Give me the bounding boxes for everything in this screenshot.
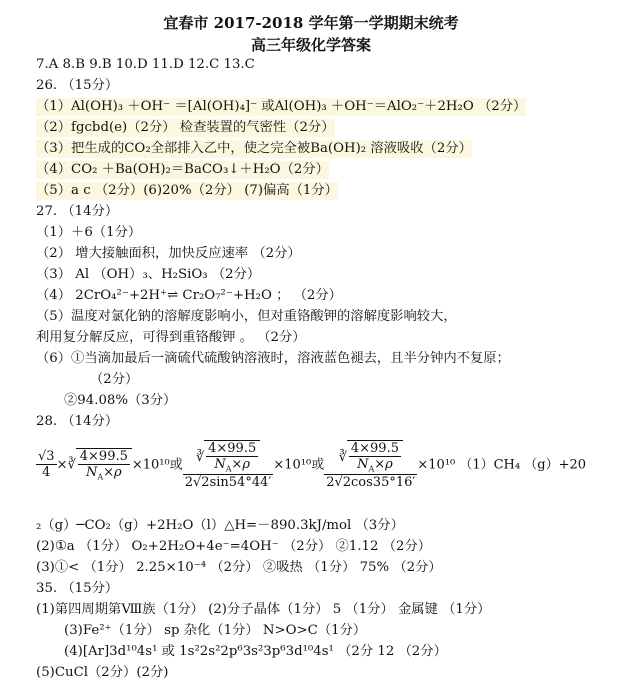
q27-line-2: （2） 增大接触面积，加快反应速率 （2分） [36, 246, 301, 261]
frac-sqrt3-over-4: $\frac{√3}{4}$ [38, 449, 55, 481]
q28-header: 28. （14分） [36, 414, 119, 429]
q27-line-5b: 利用复分解反应，可得到重铬酸钾 。 （2分） [36, 330, 306, 345]
q28-line-4: (3)①< （1分） 2.25×10⁻⁴ （2分） ②吸热 （1分） 75% （2分） [36, 560, 442, 575]
q26-line-1: （1）Al(OH)₃ ＋OH⁻ ＝[Al(OH)₄]⁻ 或Al(OH)₃ ＋OH⁻＝AlO₂⁻＋2H₂O （2分） [36, 99, 527, 114]
frac-sin: ∛ $\frac{4\times 99.5}{N_A\times\rho}$ 2√2sin54°44′ [184, 441, 272, 490]
q27-line-3: （3） Al （OH）₃、H₂SiO₃ （2分） [36, 267, 261, 282]
q27-line-6c: ②94.08%（3分） [64, 393, 177, 408]
q26-header: 26. （15分） [36, 78, 119, 93]
q27-line-4: （4） 2CrO₄²⁻+2H⁺⇌ Cr₂O₇²⁻+H₂O ； （2分） [36, 288, 342, 303]
q28-line-3: (2)①a （1分） O₂+2H₂O+4e⁻=4OH⁻ （2分） ②1.12 （2分） [36, 539, 432, 554]
mcq-answers: 7.A 8.B 9.B 10.D 11.D 12.C 13.C [36, 57, 255, 72]
q26-line-3: （3）把生成的CO₂全部排入乙中，使之完全被Ba(OH)₂ 溶液吸收（2分） [36, 141, 472, 156]
q27-header: 27. （14分） [36, 204, 119, 219]
q28-formula: $\frac{√3}{4}$ ×∛ $\frac{4\times 99.5}{N_A\times\rho}$ ×10¹⁰或 ∛ $\frac{4\times 99.5}{N_A\times\rho}$ 2√2sin54°44′ ×10¹⁰或 ∛ $\frac{4\times 99.5}{N_A\times\rho}$ 2√2cos35°16′ ×10¹⁰ （1）CH₄ （g）+20 [38, 441, 586, 490]
q28-line-2: ₂（g）─CO₂（g）+2H₂O（l）△H=－890.3kJ/mol （3分） [36, 518, 404, 533]
q35-line-4: (5)CuCl（2分）(2分) [36, 665, 169, 680]
q35-header: 35. （15分） [36, 581, 119, 596]
q26-line-4: （4）CO₂ ＋Ba(OH)₂＝BaCO₃↓＋H₂O（2分） [36, 162, 329, 177]
q27-line-6a: （6）①当滴加最后一滴硫代硫酸钠溶液时，溶液蓝色褪去，且半分钟内不复原； [36, 351, 510, 366]
frac-cos: ∛ $\frac{4\times 99.5}{N_A\times\rho}$ 2√2cos35°16′ [326, 441, 416, 490]
q27-line-6b: （2分） [90, 372, 139, 387]
q35-line-2: (3)Fe²⁺（1分） sp 杂化（1分） N>O>C（1分） [64, 623, 367, 638]
q35-line-3: (4)[Ar]3d¹⁰4s¹ 或 1s²2s²2p⁶3s²3p⁶3d¹⁰4s¹ （2分 12 （2分） [64, 644, 447, 659]
q26-line-5: （5）a c （2分）(6)20%（2分） (7)偏高（1分） [36, 183, 338, 198]
q26-line-2: （2）fgcbd(e)（2分） 检查装置的气密性（2分） [36, 120, 335, 135]
q35-line-1: (1)第四周期第Ⅷ族（1分） (2)分子晶体（1分） 5 （1分） 金属键 （1分） [36, 602, 491, 617]
q27-line-5a: （5）温度对氯化钠的溶解度影响小，但对重铬酸钾的溶解度影响较大， [36, 309, 457, 324]
page-subtitle: 高三年级化学答案 [250, 36, 371, 54]
q27-line-1: （1）＋6（1分） [36, 225, 142, 240]
page-title: 宜春市 2017-2018 学年第一学期期末统考 [163, 14, 459, 32]
cube-root-1: $\frac{4\times 99.5}{N_A\times\rho}$ [76, 448, 132, 482]
